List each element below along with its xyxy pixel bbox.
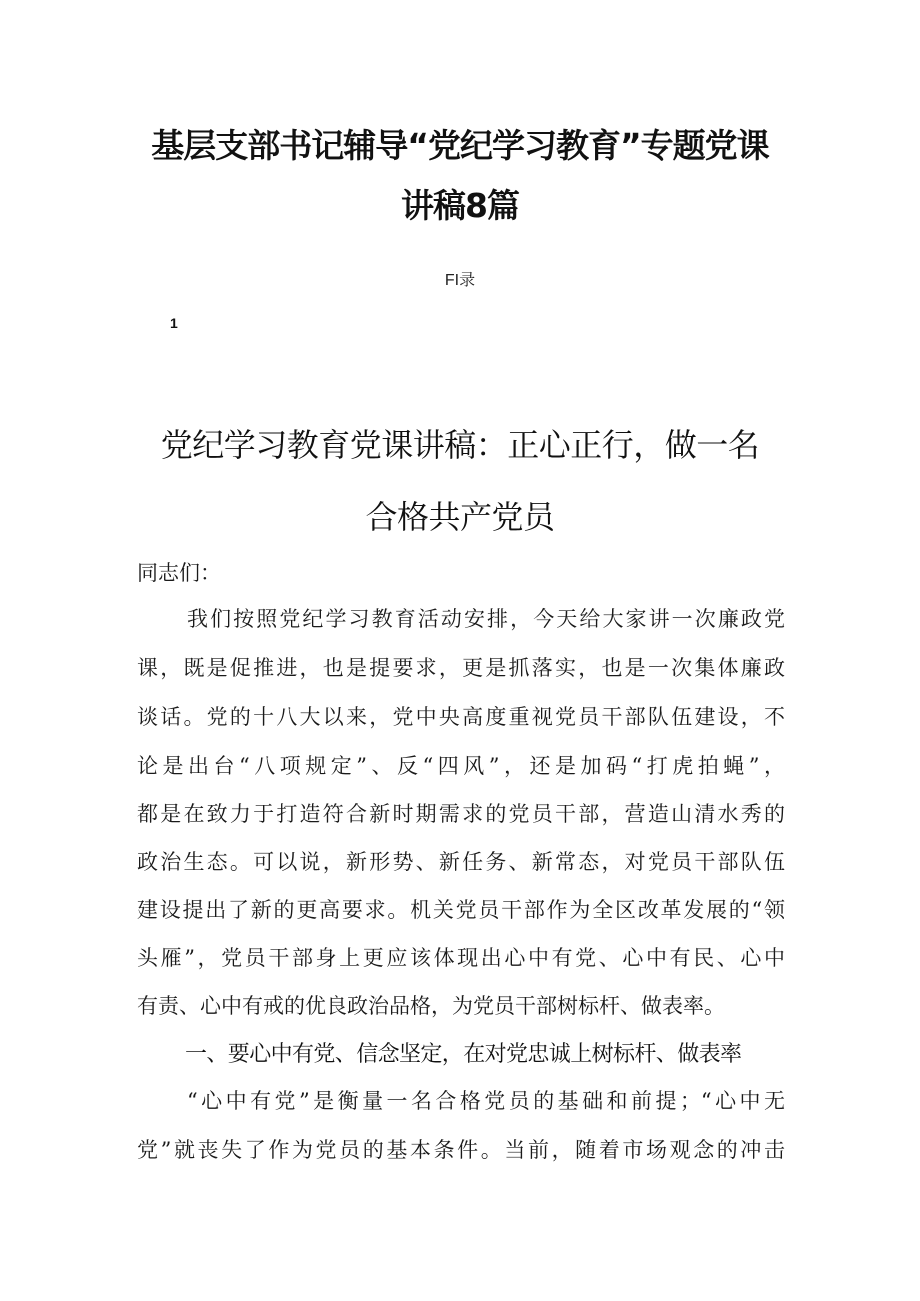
- paragraph-line: 谈话。党的十八大以来，党中央高度重视党员干部队伍建设，不: [137, 705, 785, 729]
- table-of-contents-label: FI录: [444, 272, 476, 289]
- paragraph-line: 有责、心中有戒的优良政治品格，为党员干部树标杆、做表率。: [137, 994, 725, 1018]
- paragraph-line: 党”就丧失了作为党员的基本条件。当前，随着市场观念的冲击: [137, 1138, 785, 1162]
- table-of-contents-entry-number: 1: [170, 315, 178, 331]
- paragraph-line: 建设提出了新的更高要求。机关党员干部作为全区改革发展的“领: [137, 898, 785, 922]
- paragraph-line: 课，既是促推进，也是提要求，更是抓落实，也是一次集体廉政: [137, 656, 785, 680]
- paragraph-line: 都是在致力于打造符合新时期需求的党员干部，营造山清水秀的: [137, 802, 785, 826]
- paragraph-line: 头雁”，党员干部身上更应该体现出心中有党、心中有民、心中: [137, 946, 785, 970]
- article-title-line-2: 合格共产党员: [365, 498, 555, 536]
- paragraph-line: 论是出台“八项规定”、反“四风”，还是加码“打虎拍蝇”，: [137, 754, 785, 778]
- paragraph-line: “心中有党”是衡量一名合格党员的基础和前提；“心中无: [187, 1089, 785, 1113]
- salutation: 同志们：: [137, 561, 221, 585]
- document-title-line-2: 讲稿8篇: [401, 186, 519, 225]
- paragraph-line: 我们按照党纪学习教育活动安排，今天给大家讲一次廉政党: [187, 607, 785, 631]
- document-title-line-1: 基层支部书记辅导“党纪学习教育”专题党课: [151, 126, 769, 165]
- section-heading-1: 一、要心中有党、信念坚定，在对党忠诚上树标杆、做表率: [185, 1042, 742, 1067]
- article-title-line-1: 党纪学习教育党课讲稿：正心正行，做一名: [160, 426, 760, 464]
- paragraph-line: 政治生态。可以说，新形势、新任务、新常态，对党员干部队伍: [137, 850, 785, 874]
